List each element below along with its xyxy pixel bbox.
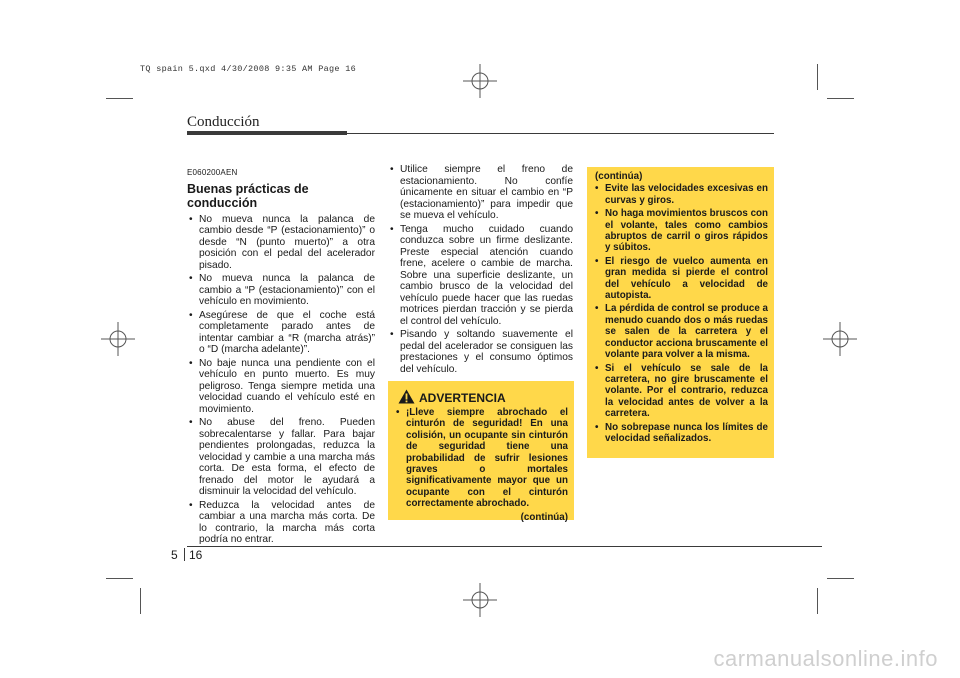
continued-warning-box bbox=[587, 167, 774, 458]
list-item: • Evite las velocidades excesivas en curvas y giros. bbox=[593, 183, 768, 206]
section-code: E060200AEN bbox=[187, 168, 238, 177]
list-item: • Pisando y soltando suavemente el pedal del acelerador se consiguen las prestaciones y el consumo óptimos del vehículo. bbox=[388, 329, 573, 375]
warning-title: ADVERTENCIA bbox=[419, 391, 506, 405]
footer-rule bbox=[187, 546, 822, 547]
list-item: • ¡Lleve siempre abrochado el cinturón de seguridad! En una colisión, un ocupante sin cinturón de seguridad tiene una probabilidad de sufrir lesiones graves o mortales significativamente mayor que un ocupante con el cinturón correctamente abrochado. bbox=[394, 407, 568, 510]
list-item: • No mueva nunca la palanca de cambio a “P (estacionamiento)” con el vehículo en movimiento. bbox=[187, 273, 375, 308]
header-rule bbox=[347, 133, 774, 134]
section-heading: Buenas prácticas de conducción bbox=[187, 181, 309, 210]
page-separator bbox=[184, 548, 185, 561]
watermark: carmanualsonline.info bbox=[713, 646, 938, 671]
registration-mark-icon bbox=[823, 322, 857, 356]
list-item: • El riesgo de vuelco aumenta en gran medida si pierde el control del vehículo a velocidad de autopista. bbox=[593, 256, 768, 302]
page-number: 16 bbox=[189, 548, 203, 562]
header-bar bbox=[187, 131, 347, 135]
practice-list bbox=[187, 214, 375, 546]
warning-header bbox=[398, 389, 568, 404]
section-title: Conducción bbox=[187, 114, 260, 130]
list-item: • No baje nunca una pendiente con el vehículo en punto muerto. Es muy peligroso. Tenga siempre metida una velocidad cuando el vehículo esté en movimiento. bbox=[187, 358, 375, 416]
registration-mark-icon bbox=[463, 64, 497, 98]
continued-label: (continúa) bbox=[595, 171, 643, 182]
print-header: TQ spain 5.qxd 4/30/2008 9:35 AM Page 16 bbox=[140, 64, 357, 74]
list-item: • Asegúrese de que el coche está completamente parado antes de intentar cambiar a “R (marcha atrás)” o “D (marcha adelante)”. bbox=[187, 310, 375, 356]
warning-box bbox=[388, 381, 574, 523]
list-item: • No abuse del freno. Pueden sobrecalentarse y fallar. Para bajar pendientes prolongadas, reduzca la velocidad y cambie a una marcha más corta. De esta forma, el efecto de frenado del motor le ayudará a disminuir la velocidad del vehículo. bbox=[187, 417, 375, 498]
practice-list-continued bbox=[388, 164, 573, 375]
list-item: • No haga movimientos bruscos con el volante, tales como cambios abruptos de carril o giros rápidos y súbitos. bbox=[593, 208, 768, 254]
list-item: • Tenga mucho cuidado cuando conduzca sobre un firme deslizante. Preste especial atención cuando frene, acelere o cambie de marcha. Sobre una superficie deslizante, un cambio brusco de la velocidad del vehículo puede hacer que las ruedas motrices pierdan tracción y se pierda el control del vehículo. bbox=[388, 224, 573, 328]
left-column bbox=[187, 167, 375, 548]
list-item: • No mueva nunca la palanca de cambio desde “P (estacionamiento)” o desde “N (punto muerto)” a otra posición con el pedal del acelerador pisado. bbox=[187, 214, 375, 272]
registration-mark-icon bbox=[101, 322, 135, 356]
warning-triangle-icon bbox=[398, 389, 415, 404]
registration-mark-icon bbox=[463, 583, 497, 617]
continued-list bbox=[593, 183, 768, 444]
list-item: • La pérdida de control se produce a menudo cuando dos o más ruedas se salen de la carretera y el conductor acciona bruscamente el volante para volver a la misma. bbox=[593, 303, 768, 360]
continues-label: (continúa) bbox=[520, 511, 568, 523]
list-item: • No sobrepase nunca los límites de velocidad señalizados. bbox=[593, 422, 768, 445]
middle-column bbox=[388, 164, 573, 377]
section-number: 5 bbox=[171, 548, 178, 562]
list-item: • Reduzca la velocidad antes de cambiar a una marcha más corta. De lo contrario, la marcha más corta podría no entrar. bbox=[187, 500, 375, 546]
list-item: • Si el vehículo se sale de la carretera, no gire bruscamente el volante. Por el contrario, reduzca la velocidad antes de volver a la carretera. bbox=[593, 363, 768, 420]
list-item: • Utilice siempre el freno de estacionamiento. No confíe únicamente en situar el cambio en “P (estacionamiento)” para impedir que se mueva el vehículo. bbox=[388, 164, 573, 222]
warning-list bbox=[394, 407, 568, 510]
